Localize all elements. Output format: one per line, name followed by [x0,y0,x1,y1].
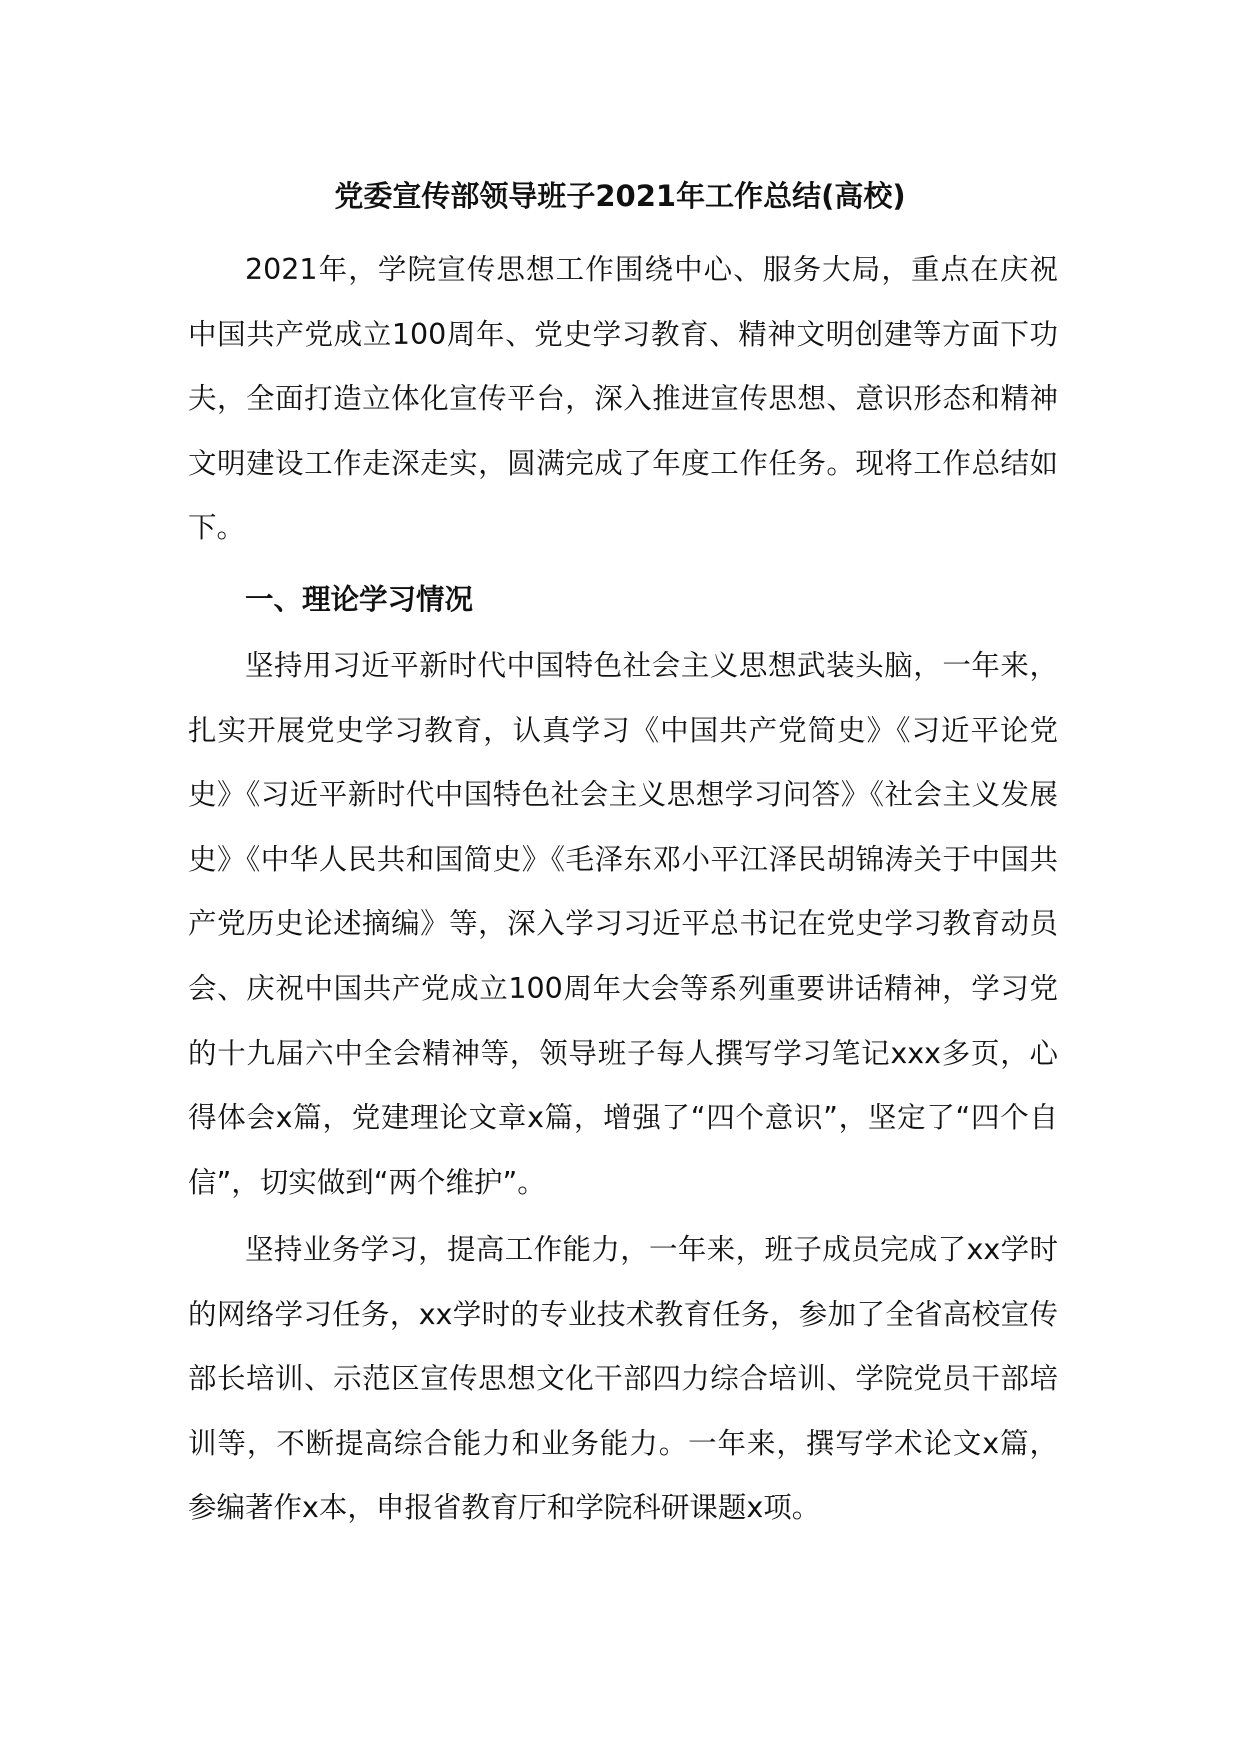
document-title: 党委宣传部领导班子2021年工作总结(高校) [334,179,906,213]
section-paragraph-2: 坚持业务学习，提高工作能力，一年来，班子成员完成了xx学时的网络学习任务，xx学时的专业技术教育任务，参加了全省高校宣传部长培训、示范区宣传思想文化干部四力综合培训、学院党员干部培训等，不断提高综合能力和业务能力。一年来，撰写学术论文x篇，参编著作x本，申报省教育厅和学院科研课题x项。 [188,1233,1058,1525]
intro-paragraph: 2021年，学院宣传思想工作围绕中心、服务大局，重点在庆祝中国共产党成立100周年、党史学习教育、精神文明创建等方面下功夫，全面打造立体化宣传平台，深入推进宣传思想、意识形态和精神文明建设工作走深走实，圆满完成了年度工作任务。现将工作总结如下。 [188,253,1058,545]
section-heading: 一、理论学习情况 [245,583,474,616]
section-paragraph-1: 坚持用习近平新时代中国特色社会主义思想武装头脑，一年来，扎实开展党史学习教育，认真学习《中国共产党简史》《习近平论党史》《习近平新时代中国特色社会主义思想学习问答》《社会主义发展史》《中华人民共和国简史》《毛泽东邓小平江泽民胡锦涛关于中国共产党历史论述摘编》等，深入学习习近平总书记在党史学习教育动员会、庆祝中国共产党成立100周年大会等系列重要讲话精神，学习党的十九届六中全会精神等，领导班子每人撰写学习笔记xxx多页，心得体会x篇，党建理论文章x篇，增强了“四个意识”，坚定了“四个自信”，切实做到“两个维护”。 [188,649,1058,1199]
